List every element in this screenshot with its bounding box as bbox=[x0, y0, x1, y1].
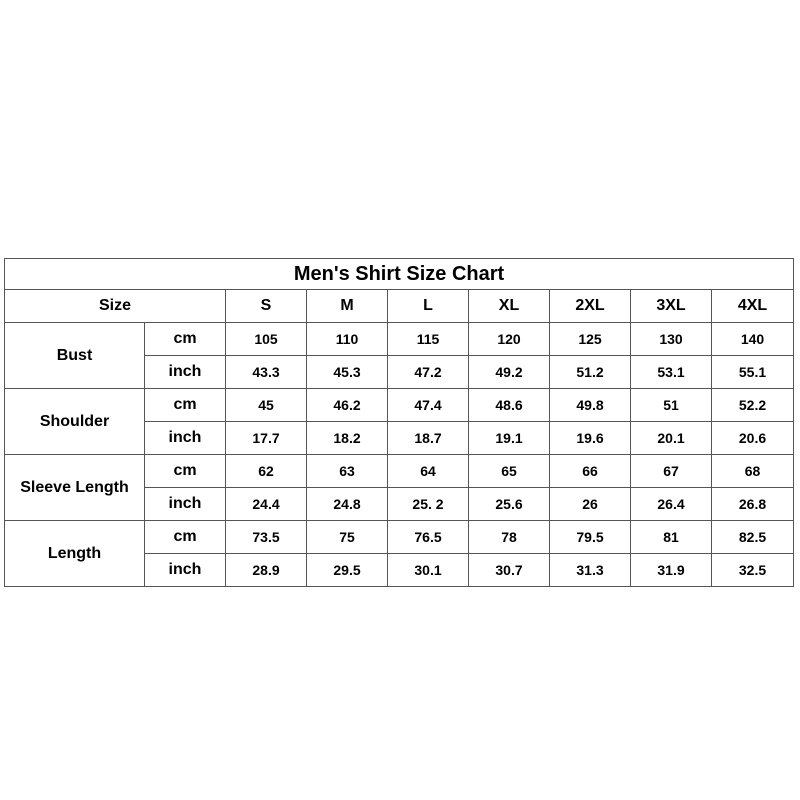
value-cell: 48.6 bbox=[469, 389, 550, 422]
value-cell: 65 bbox=[469, 455, 550, 488]
value-cell: 47.2 bbox=[388, 356, 469, 389]
value-cell: 52.2 bbox=[712, 389, 794, 422]
unit-label: cm bbox=[145, 323, 226, 356]
size-header-cell: S bbox=[226, 290, 307, 323]
size-header-cell: 4XL bbox=[712, 290, 794, 323]
size-header-cell: 3XL bbox=[631, 290, 712, 323]
value-cell: 32.5 bbox=[712, 554, 794, 587]
unit-label: cm bbox=[145, 521, 226, 554]
size-header-cell: 2XL bbox=[550, 290, 631, 323]
unit-label: inch bbox=[145, 554, 226, 587]
table-row bbox=[5, 455, 794, 488]
value-cell: 47.4 bbox=[388, 389, 469, 422]
value-cell: 26.8 bbox=[712, 488, 794, 521]
measurement-label: Shoulder bbox=[5, 389, 145, 455]
value-cell: 25.6 bbox=[469, 488, 550, 521]
value-cell: 19.1 bbox=[469, 422, 550, 455]
value-cell: 30.1 bbox=[388, 554, 469, 587]
value-cell: 140 bbox=[712, 323, 794, 356]
size-header: Size bbox=[5, 290, 226, 323]
unit-label: cm bbox=[145, 455, 226, 488]
value-cell: 43.3 bbox=[226, 356, 307, 389]
chart-title: Men's Shirt Size Chart bbox=[5, 259, 794, 290]
table-row bbox=[5, 521, 794, 554]
value-cell: 130 bbox=[631, 323, 712, 356]
value-cell: 45.3 bbox=[307, 356, 388, 389]
value-cell: 79.5 bbox=[550, 521, 631, 554]
value-cell: 81 bbox=[631, 521, 712, 554]
table-row bbox=[5, 389, 794, 422]
value-cell: 68 bbox=[712, 455, 794, 488]
value-cell: 18.7 bbox=[388, 422, 469, 455]
size-chart-table bbox=[4, 258, 794, 587]
value-cell: 29.5 bbox=[307, 554, 388, 587]
value-cell: 125 bbox=[550, 323, 631, 356]
unit-label: inch bbox=[145, 488, 226, 521]
unit-label: inch bbox=[145, 356, 226, 389]
value-cell: 49.8 bbox=[550, 389, 631, 422]
value-cell: 62 bbox=[226, 455, 307, 488]
value-cell: 64 bbox=[388, 455, 469, 488]
size-header-cell: M bbox=[307, 290, 388, 323]
value-cell: 51.2 bbox=[550, 356, 631, 389]
value-cell: 75 bbox=[307, 521, 388, 554]
measurement-label: Bust bbox=[5, 323, 145, 389]
value-cell: 67 bbox=[631, 455, 712, 488]
value-cell: 73.5 bbox=[226, 521, 307, 554]
value-cell: 24.8 bbox=[307, 488, 388, 521]
value-cell: 76.5 bbox=[388, 521, 469, 554]
value-cell: 46.2 bbox=[307, 389, 388, 422]
value-cell: 63 bbox=[307, 455, 388, 488]
value-cell: 18.2 bbox=[307, 422, 388, 455]
value-cell: 53.1 bbox=[631, 356, 712, 389]
value-cell: 26 bbox=[550, 488, 631, 521]
size-header-cell: L bbox=[388, 290, 469, 323]
header-row bbox=[5, 290, 794, 323]
value-cell: 115 bbox=[388, 323, 469, 356]
value-cell: 31.3 bbox=[550, 554, 631, 587]
value-cell: 78 bbox=[469, 521, 550, 554]
value-cell: 51 bbox=[631, 389, 712, 422]
value-cell: 45 bbox=[226, 389, 307, 422]
value-cell: 49.2 bbox=[469, 356, 550, 389]
value-cell: 55.1 bbox=[712, 356, 794, 389]
value-cell: 26.4 bbox=[631, 488, 712, 521]
value-cell: 20.1 bbox=[631, 422, 712, 455]
value-cell: 120 bbox=[469, 323, 550, 356]
value-cell: 105 bbox=[226, 323, 307, 356]
value-cell: 24.4 bbox=[226, 488, 307, 521]
value-cell: 66 bbox=[550, 455, 631, 488]
value-cell: 30.7 bbox=[469, 554, 550, 587]
value-cell: 19.6 bbox=[550, 422, 631, 455]
value-cell: 20.6 bbox=[712, 422, 794, 455]
size-header-cell: XL bbox=[469, 290, 550, 323]
value-cell: 82.5 bbox=[712, 521, 794, 554]
unit-label: inch bbox=[145, 422, 226, 455]
table-row bbox=[5, 323, 794, 356]
measurement-label: Length bbox=[5, 521, 145, 587]
unit-label: cm bbox=[145, 389, 226, 422]
value-cell: 110 bbox=[307, 323, 388, 356]
value-cell: 17.7 bbox=[226, 422, 307, 455]
value-cell: 25. 2 bbox=[388, 488, 469, 521]
value-cell: 28.9 bbox=[226, 554, 307, 587]
title-row bbox=[5, 259, 794, 290]
value-cell: 31.9 bbox=[631, 554, 712, 587]
measurement-label: Sleeve Length bbox=[5, 455, 145, 521]
